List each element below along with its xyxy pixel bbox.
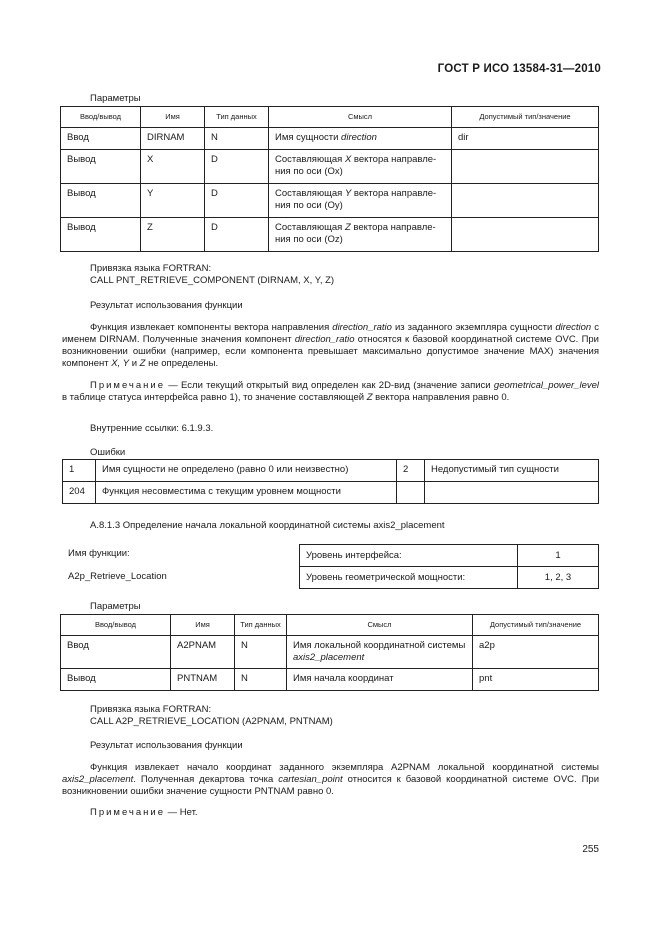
table-row: Ввод DIRNAM N Имя сущности direction dir	[61, 128, 599, 150]
col-allowed: Допустимый тип/значение	[452, 107, 599, 128]
col-io: Ввод/вывод	[61, 107, 141, 128]
note-paragraph: Примечание — Если текущий открытый вид определен как 2D-вид (значение записи geometrical_power_level в таблице статуса интерфейса равно 1), то значение составляющей Z вектора направления равно 0.	[62, 380, 599, 403]
params-label: Параметры	[90, 601, 141, 612]
fortran-binding: Привязка языка FORTRAN: CALL PNT_RETRIEVE_COMPONENT (DIRNAM, X, Y, Z)	[90, 263, 335, 286]
table-row: Вывод PNTNAM N Имя начала координат pnt	[61, 669, 599, 691]
errors-label: Ошибки	[90, 447, 126, 458]
page-number: 255	[582, 844, 599, 855]
table-row: Уровень интерфейса: 1	[300, 545, 599, 567]
result-paragraph: Функция извлекает компоненты вектора направления direction_ratio из заданного экземпляра сущности direction с именем DIRNAM. Полученные значения компонент direction_ratio относятся к базовой координатной системе OVC. При возникновении ошибки (например, если компонента превышает максимально допустимое значение MAX) значения компонент X, Y и Z не определены.	[62, 322, 600, 369]
col-type: Тип данных	[205, 107, 269, 128]
table-row: 1 Имя сущности не определено (равно 0 или неизвестно) 2 Недопустимый тип сущности	[63, 460, 599, 482]
function-levels-table	[299, 544, 599, 589]
table-row: Вывод Z D Составляющая Z вектора направле-ния по оси (Oz)	[61, 218, 599, 252]
errors-table	[62, 459, 599, 504]
function-name: A2p_Retrieve_Location	[68, 571, 167, 582]
note-paragraph: Примечание — Нет.	[90, 807, 198, 818]
table-row: Вывод Y D Составляющая Y вектора направле-ния по оси (Oy)	[61, 184, 599, 218]
standard-header: ГОСТ Р ИСО 13584-31—2010	[437, 63, 601, 75]
params-table: Ввод/вывод Имя Тип данных Смысл Допустимый тип/значение Ввод A2PNAM N Имя локальной координатной системы axis2_placement a2p Вывод PNTNAM N Имя начала координат pnt	[60, 614, 599, 691]
params-label: Параметры	[90, 93, 141, 104]
function-label: Имя функции:	[68, 548, 130, 559]
fortran-binding: Привязка языка FORTRAN: CALL A2P_RETRIEVE_LOCATION (A2PNAM, PNTNAM)	[90, 704, 333, 727]
result-title: Результат использования функции	[90, 300, 243, 311]
result-title: Результат использования функции	[90, 740, 243, 751]
result-paragraph: Функция извлекает начало координат заданного экземпляра A2PNAM локальной координатной системы axis2_placement. Полученная декартова точка cartesian_point относится к базовой координатной системе OVC. При возникновении ошибки значение сущности PNTNAM равно 0.	[62, 762, 600, 797]
table-row: Ввод A2PNAM N Имя локальной координатной системы axis2_placement a2p	[61, 636, 599, 669]
internal-refs: Внутренние ссылки: 6.1.9.3.	[90, 423, 214, 434]
table-row: Вывод X D Составляющая X вектора направле-ния по оси (Ox)	[61, 150, 599, 184]
params-table	[60, 106, 599, 252]
col-name: Имя	[141, 107, 205, 128]
table-row: 204 Функция несовместима с текущим уровнем мощности	[63, 482, 599, 504]
section-heading: А.8.1.3 Определение начала локальной координатной системы axis2_placement	[90, 520, 445, 531]
table-row: Уровень геометрической мощности: 1, 2, 3	[300, 567, 599, 589]
col-meaning: Смысл	[269, 107, 452, 128]
